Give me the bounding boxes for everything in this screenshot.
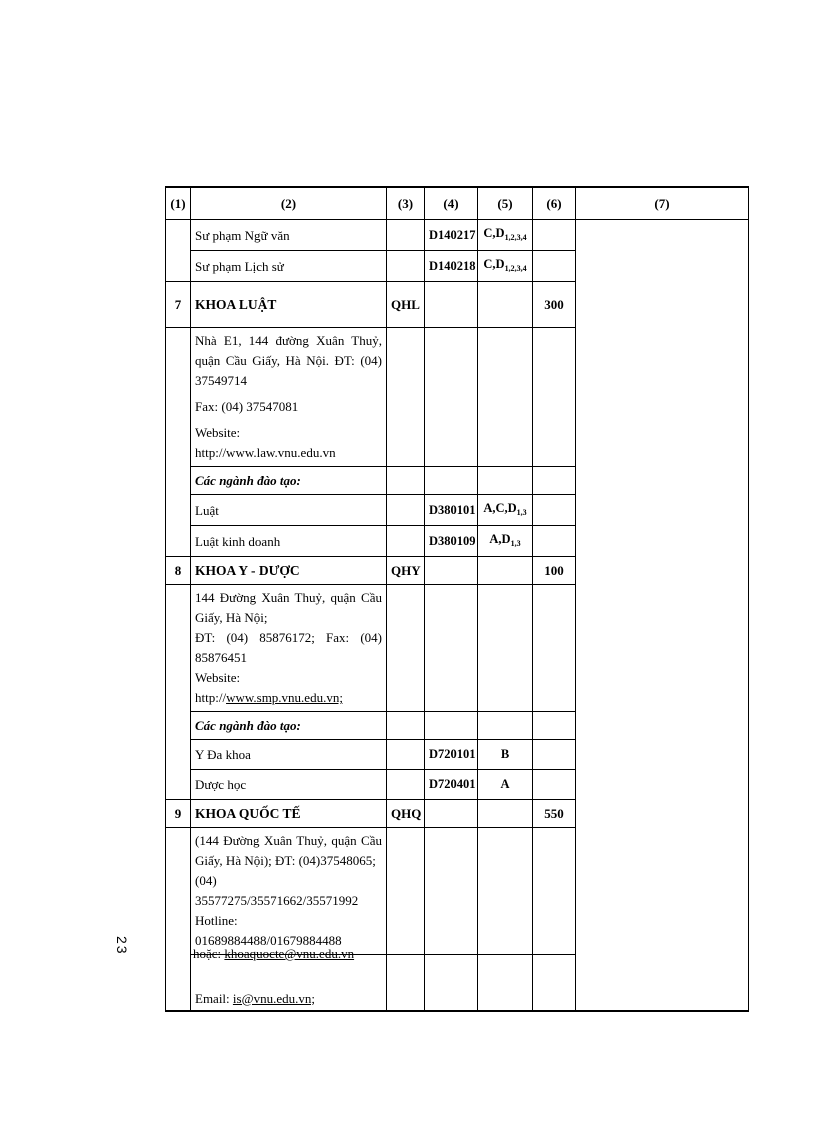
program-name: Luật — [191, 495, 387, 526]
header-col-6: (6) — [533, 187, 576, 220]
header-col-3: (3) — [387, 187, 425, 220]
program-name: Dược học — [191, 770, 387, 800]
faculty-number: 7 — [166, 282, 191, 328]
faculty-number: 9 — [166, 800, 191, 828]
program-code: D380109 — [425, 526, 478, 557]
notes-column — [576, 220, 749, 1011]
subject-groups: $C,D_{1,2,3,4}$ — [478, 220, 533, 251]
programs-heading: Các ngành đào tạo: — [191, 712, 387, 740]
hotline-line: Hotline: 01689884488/01679884488 — [195, 913, 342, 948]
alternate-email-link[interactable]: khoaquocte@vnu.edu.vn — [224, 946, 355, 961]
header-col-1: (1) — [166, 187, 191, 220]
subject-groups: $C,D_{1,2,3,4}$ — [478, 251, 533, 282]
alternate-email-line: hoặc: khoaquocte@vnu.edu.vn — [193, 946, 355, 961]
address-line: (144 Đường Xuân Thuỷ, quận Cầu Giấy, Hà Nội); ĐT: (04)37548065; — [195, 833, 382, 868]
faculty-code: QHQ — [387, 800, 425, 828]
faculty-code: QHL — [387, 282, 425, 328]
admissions-table-page — [165, 186, 748, 1012]
email-line: Email: is@vnu.edu.vn; — [191, 955, 387, 1011]
website-link[interactable]: www.smp.vnu.edu.vn; — [226, 690, 343, 705]
program-code: D720101 — [425, 740, 478, 770]
header-col-5: (5) — [478, 187, 533, 220]
header-col-2: (2) — [191, 187, 387, 220]
faculty-name: KHOA QUỐC TẾ — [191, 800, 387, 828]
phone-line: ĐT: (04) 85876172; Fax: (04) 85876451 — [195, 630, 382, 665]
subject-groups: $A,C,D_{1,3}$ — [478, 495, 533, 526]
address-line: 144 Đường Xuân Thuỷ, quận Cầu Giấy, Hà Nội; — [195, 590, 382, 625]
program-code: D380101 — [425, 495, 478, 526]
program-name: Sư phạm Lịch sử — [191, 251, 387, 282]
program-code: D140217 — [425, 220, 478, 251]
website-line: Website: http://www.smp.vnu.edu.vn; — [195, 670, 343, 705]
programs-heading: Các ngành đào tạo: — [191, 467, 387, 495]
subject-groups: A — [478, 770, 533, 800]
page-number: 23 — [114, 936, 130, 956]
subject-groups: B — [478, 740, 533, 770]
header-col-4: (4) — [425, 187, 478, 220]
website-line[interactable]: Website: http://www.law.vnu.edu.vn — [195, 425, 336, 460]
program-name: Luật kinh doanh — [191, 526, 387, 557]
program-name: Sư phạm Ngữ văn — [191, 220, 387, 251]
faculty-quota: 300 — [533, 282, 576, 328]
header-row — [166, 187, 749, 220]
subject-groups: $A,D_{1,3}$ — [478, 526, 533, 557]
program-code: D140218 — [425, 251, 478, 282]
phone-line: (04) 35577275/35571662/35571992 — [195, 873, 359, 908]
fax-line: Fax: (04) 37547081 — [195, 399, 299, 414]
header-col-7: (7) — [576, 187, 749, 220]
faculty-quota: 550 — [533, 800, 576, 828]
program-name: Y Đa khoa — [191, 740, 387, 770]
faculty-code: QHY — [387, 557, 425, 585]
faculty-name: KHOA LUẬT — [191, 282, 387, 328]
admissions-table — [165, 186, 749, 1012]
table-row — [166, 220, 749, 251]
email-link[interactable]: is@vnu.edu.vn; — [232, 990, 315, 1006]
address-line: Nhà E1, 144 đường Xuân Thuỷ, quận Cầu Giấy, Hà Nội. ĐT: (04) 37549714 — [195, 333, 382, 388]
faculty-quota: 100 — [533, 557, 576, 585]
faculty-name: KHOA Y - DƯỢC — [191, 557, 387, 585]
program-code: D720401 — [425, 770, 478, 800]
faculty-number: 8 — [166, 557, 191, 585]
